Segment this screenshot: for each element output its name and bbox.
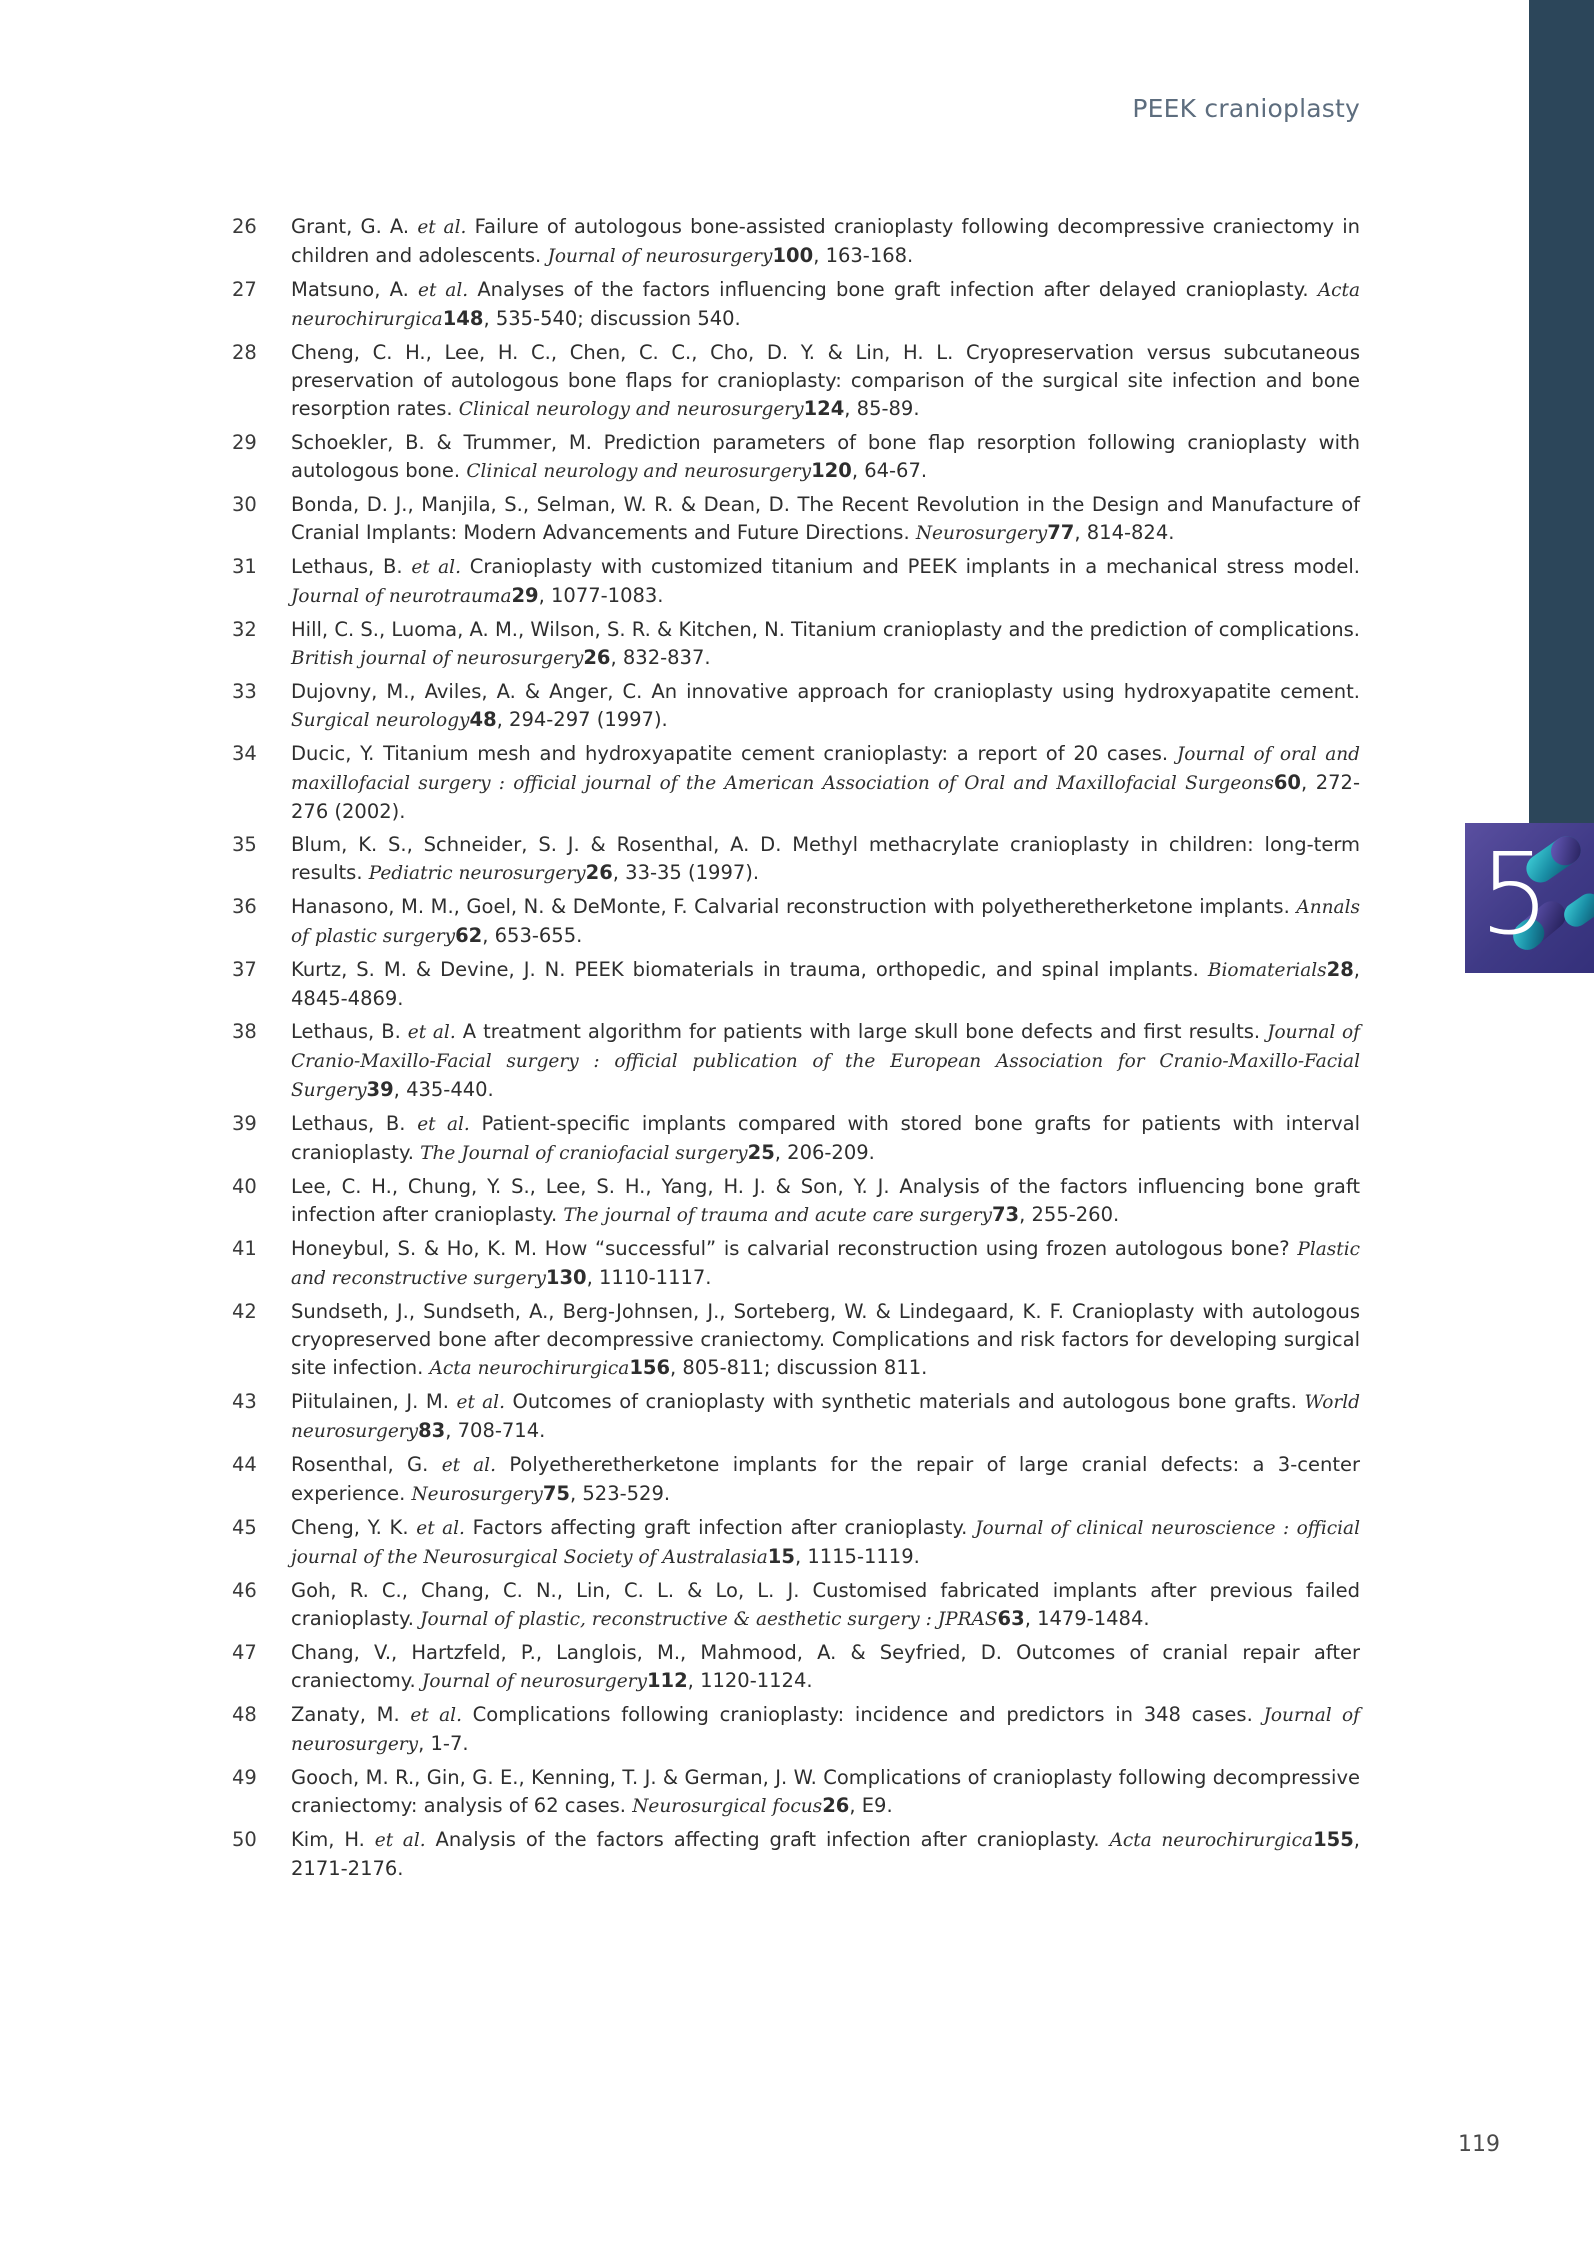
reference-text <box>291 213 1360 271</box>
reference-title: Hill, C. S., Luoma, A. M., Wilson, S. R. & Kitchen, N. Titanium cranioplasty and the prediction of complications. <box>291 618 1360 641</box>
reference-item <box>232 213 1360 271</box>
reference-text <box>291 1173 1360 1230</box>
reference-pages: , 435-440. <box>393 1078 494 1101</box>
reference-volume: 63 <box>997 1607 1025 1630</box>
reference-number: 43 <box>232 1390 257 1413</box>
reference-title: Polyetheretherketone implants for the repair of large cranial defects: a 3-center experience. <box>291 1453 1360 1505</box>
reference-number: 41 <box>232 1237 257 1260</box>
reference-text <box>291 339 1360 424</box>
reference-authors: Matsuno, A. <box>291 278 419 301</box>
reference-title: Honeybul, S. & Ho, K. M. How “successful” is calvarial reconstruction using frozen autologous bone? <box>291 1237 1298 1260</box>
reference-title: Sundseth, J., Sundseth, A., Berg-Johnsen, J., Sorteberg, W. & Lindegaard, K. F. Cranioplasty with autologous cryopreserved bone after decompressive craniectomy. Complications and risk factors for developing surgical site infection. <box>291 1300 1360 1379</box>
reference-journal: Biomaterials <box>1207 960 1327 981</box>
reference-number: 34 <box>232 742 257 765</box>
reference-item <box>232 956 1360 1013</box>
reference-title: Blum, K. S., Schneider, S. J. & Rosenthal, A. D. Methyl methacrylate cranioplasty in children: long-term results. <box>291 833 1360 884</box>
reference-item <box>232 1701 1360 1759</box>
reference-volume: 26 <box>585 861 613 884</box>
reference-volume: 48 <box>469 708 497 731</box>
reference-item <box>232 893 1360 951</box>
reference-title: Dujovny, M., Aviles, A. & Anger, C. An innovative approach for cranioplasty using hydroxyapatite cement. <box>291 680 1360 703</box>
reference-item <box>232 491 1360 548</box>
reference-number: 31 <box>232 555 257 578</box>
reference-text <box>291 1388 1360 1446</box>
reference-item <box>232 1235 1360 1293</box>
reference-journal: Plastic and reconstructive surgery <box>291 1239 1360 1289</box>
chapter-number: 5 <box>1479 830 1551 960</box>
reference-etal: et al. <box>441 1455 496 1476</box>
reference-list <box>232 213 1360 1888</box>
reference-journal: Pediatric neurosurgery <box>368 863 586 884</box>
reference-item <box>232 1639 1360 1696</box>
reference-text <box>291 1701 1360 1759</box>
reference-authors: Lethaus, B. <box>291 1112 418 1135</box>
reference-pages: , 2171-2176. <box>291 1828 1360 1880</box>
reference-item <box>232 1018 1360 1105</box>
reference-text <box>291 276 1360 334</box>
reference-volume: 60 <box>1273 771 1301 794</box>
reference-title: Schoekler, B. & Trummer, M. Prediction parameters of bone flap resorption following cranioplasty with autologous bone. <box>291 431 1360 482</box>
reference-item <box>232 1514 1360 1572</box>
reference-pages: , 832-837. <box>610 646 711 669</box>
chapter-side-bar <box>1529 0 1594 823</box>
reference-text <box>291 1826 1360 1883</box>
reference-pages: , 272-276 (2002). <box>291 771 1360 823</box>
reference-number: 45 <box>232 1516 257 1539</box>
reference-journal: Journal of neurosurgery <box>291 1705 1361 1755</box>
reference-title: Bonda, D. J., Manjila, S., Selman, W. R. & Dean, D. The Recent Revolution in the Design and Manufacture of Cranial Implants: Modern Advancements and Future Directions. <box>291 493 1360 544</box>
reference-etal: et al. <box>416 1518 465 1539</box>
reference-text <box>291 429 1360 486</box>
reference-number: 46 <box>232 1579 257 1602</box>
reference-journal: Acta neurochirurgica <box>429 1358 630 1379</box>
reference-text <box>291 616 1360 673</box>
reference-journal: Journal of plastic, reconstructive & aesthetic surgery : JPRAS <box>420 1609 998 1630</box>
reference-volume: 148 <box>442 307 484 330</box>
reference-etal: et al. <box>456 1392 505 1413</box>
reference-journal: Neurosurgery <box>411 1484 543 1505</box>
reference-etal: et al. <box>410 1705 462 1726</box>
reference-number: 27 <box>232 278 257 301</box>
reference-pages: , 206-209. <box>774 1141 875 1164</box>
reference-title: Goh, R. C., Chang, C. N., Lin, C. L. & Lo, L. J. Customised fabricated implants after previous failed cranioplasty. <box>291 1579 1360 1630</box>
reference-item <box>232 740 1360 826</box>
reference-text <box>291 893 1360 951</box>
reference-etal: et al. <box>418 280 469 301</box>
reference-item <box>232 1388 1360 1446</box>
reference-authors: Kim, H. <box>291 1828 375 1851</box>
reference-journal: The Journal of craniofacial surgery <box>420 1143 748 1164</box>
reference-pages: , 535-540; discussion 540. <box>483 307 741 330</box>
reference-journal: Annals of plastic surgery <box>291 897 1360 947</box>
reference-pages: , 814-824. <box>1074 521 1175 544</box>
reference-journal: Neurosurgery <box>915 523 1048 544</box>
reference-text <box>291 1298 1360 1383</box>
reference-number: 30 <box>232 493 257 516</box>
reference-authors: Zanaty, M. <box>291 1703 411 1726</box>
reference-pages: , 1479-1484. <box>1024 1607 1150 1630</box>
reference-pages: , 523-529. <box>570 1482 671 1505</box>
reference-title: Ducic, Y. Titanium mesh and hydroxyapatite cement cranioplasty: a report of 20 cases. <box>291 742 1177 765</box>
reference-volume: 124 <box>803 397 845 420</box>
reference-text <box>291 553 1360 611</box>
reference-number: 48 <box>232 1703 257 1726</box>
reference-journal: Journal of neurosurgery <box>547 246 773 267</box>
reference-volume: 75 <box>542 1482 570 1505</box>
reference-journal: World neurosurgery <box>291 1392 1361 1442</box>
reference-number: 26 <box>232 215 257 238</box>
reference-title: Factors affecting graft infection after cranioplasty. <box>464 1516 976 1539</box>
reference-volume: 15 <box>767 1545 795 1568</box>
reference-number: 50 <box>232 1828 257 1851</box>
reference-number: 36 <box>232 895 257 918</box>
reference-journal: Journal of neurosurgery <box>421 1671 647 1692</box>
reference-title: A treatment algorithm for patients with large skull bone defects and first results. <box>455 1020 1268 1043</box>
reference-text <box>291 1018 1360 1105</box>
reference-authors: Lethaus, B. <box>291 555 412 578</box>
reference-pages: , E9. <box>849 1794 893 1817</box>
reference-item <box>232 339 1360 424</box>
reference-pages: , 1077-1083. <box>538 584 664 607</box>
reference-volume: 29 <box>511 584 539 607</box>
reference-etal: et al. <box>374 1830 426 1851</box>
reference-item <box>232 831 1360 888</box>
reference-volume: 156 <box>629 1356 671 1379</box>
reference-volume: 112 <box>646 1669 688 1692</box>
reference-text <box>291 1235 1360 1293</box>
reference-number: 29 <box>232 431 257 454</box>
reference-item <box>232 276 1360 334</box>
reference-text <box>291 1110 1360 1168</box>
reference-number: 32 <box>232 618 257 641</box>
reference-pages: , 33-35 (1997). <box>612 861 760 884</box>
reference-volume: 39 <box>366 1078 394 1101</box>
reference-pages: , 4845-4869. <box>291 958 1360 1010</box>
chapter-tab <box>1465 823 1594 973</box>
reference-text <box>291 491 1360 548</box>
reference-journal: British journal of neurosurgery <box>291 648 584 669</box>
reference-title: Kurtz, S. M. & Devine, J. N. PEEK biomaterials in trauma, orthopedic, and spinal implants. <box>291 958 1208 981</box>
reference-pages: , 805-811; discussion 811. <box>670 1356 928 1379</box>
reference-pages: , 1110-1117. <box>586 1266 712 1289</box>
reference-title: Gooch, M. R., Gin, G. E., Kenning, T. J. & German, J. W. Complications of cranioplasty following decompressive craniectomy: analysis of 62 cases. <box>291 1766 1360 1817</box>
reference-volume: 25 <box>747 1141 775 1164</box>
reference-number: 35 <box>232 833 257 856</box>
reference-title: Lee, C. H., Chung, Y. S., Lee, S. H., Yang, H. J. & Son, Y. J. Analysis of the factors influencing bone graft infection after cranioplasty. <box>291 1175 1360 1226</box>
reference-number: 47 <box>232 1641 257 1664</box>
reference-text <box>291 1451 1360 1509</box>
reference-journal: Acta neurochirurgica <box>291 280 1360 330</box>
reference-text <box>291 1764 1360 1821</box>
reference-item <box>232 1110 1360 1168</box>
reference-text <box>291 1577 1360 1634</box>
reference-volume: 155 <box>1313 1828 1354 1851</box>
reference-pages: , 294-297 (1997). <box>496 708 668 731</box>
reference-title: Chang, V., Hartzfeld, P., Langlois, M., Mahmood, A. & Seyfried, D. Outcomes of cranial repair after craniectomy. <box>291 1641 1360 1692</box>
reference-journal: Journal of clinical neuroscience : official journal of the Neurosurgical Society of Australasia <box>291 1518 1361 1568</box>
reference-authors: Cheng, Y. K. <box>291 1516 417 1539</box>
reference-text <box>291 678 1360 735</box>
reference-item <box>232 1451 1360 1509</box>
reference-journal: Acta neurochirurgica <box>1109 1830 1314 1851</box>
reference-volume: 26 <box>583 646 611 669</box>
reference-item <box>232 553 1360 611</box>
running-head: PEEK cranioplasty <box>1132 94 1360 123</box>
reference-volume: 28 <box>1326 958 1354 981</box>
reference-journal: Journal of oral and maxillofacial surgery : official journal of the American Association of Oral and Maxillofacial Surgeons <box>291 744 1360 794</box>
reference-text <box>291 956 1360 1013</box>
reference-journal: Surgical neurology <box>291 710 470 731</box>
reference-authors: Grant, G. A. <box>291 215 418 238</box>
reference-journal: Journal of neurotrauma <box>291 586 512 607</box>
reference-etal: et al. <box>417 217 467 238</box>
reference-authors: Lethaus, B. <box>291 1020 408 1043</box>
reference-volume: 77 <box>1047 521 1075 544</box>
reference-text <box>291 1514 1360 1572</box>
reference-authors: Rosenthal, G. <box>291 1453 442 1476</box>
reference-title: Cheng, C. H., Lee, H. C., Chen, C. C., Cho, D. Y. & Lin, H. L. Cryopreservation versus subcutaneous preservation of autologous bone flaps for cranioplasty: comparison of the surgical site infection and bone resorption rates. <box>291 341 1360 420</box>
page-number: 119 <box>1458 2132 1500 2157</box>
reference-volume: 120 <box>811 459 852 482</box>
reference-journal: The journal of trauma and acute care surgery <box>563 1205 992 1226</box>
reference-item <box>232 678 1360 735</box>
reference-text <box>291 740 1360 826</box>
reference-title: Analysis of the factors affecting graft infection after cranioplasty. <box>425 1828 1110 1851</box>
reference-volume: 73 <box>991 1203 1020 1226</box>
reference-title: Cranioplasty with customized titanium and PEEK implants in a mechanical stress model. <box>460 555 1361 578</box>
reference-pages: , 1120-1124. <box>687 1669 813 1692</box>
reference-etal: et al. <box>417 1114 470 1135</box>
reference-etal: et al. <box>407 1022 456 1043</box>
reference-item <box>232 1173 1360 1230</box>
reference-number: 37 <box>232 958 257 981</box>
reference-number: 44 <box>232 1453 257 1476</box>
reference-number: 42 <box>232 1300 257 1323</box>
reference-pages: , 653-655. <box>482 924 583 947</box>
reference-title: Complications following cranioplasty: incidence and predictors in 348 cases. <box>461 1703 1264 1726</box>
reference-title: Patient-specific implants compared with stored bone grafts for patients with interval cranioplasty. <box>291 1112 1361 1164</box>
reference-text <box>291 1639 1360 1696</box>
reference-item <box>232 1577 1360 1634</box>
reference-item <box>232 616 1360 673</box>
reference-number: 38 <box>232 1020 257 1043</box>
reference-volume: 26 <box>822 1794 850 1817</box>
reference-item <box>232 429 1360 486</box>
reference-volume: 83 <box>418 1419 446 1442</box>
reference-item <box>232 1826 1360 1883</box>
reference-item <box>232 1298 1360 1383</box>
reference-number: 39 <box>232 1112 257 1135</box>
reference-title: Outcomes of cranioplasty with synthetic materials and autologous bone grafts. <box>504 1390 1305 1413</box>
reference-number: 33 <box>232 680 257 703</box>
reference-pages: , 1115-1119. <box>794 1545 920 1568</box>
reference-number: 49 <box>232 1766 257 1789</box>
reference-etal: et al. <box>411 557 461 578</box>
reference-volume: 130 <box>545 1266 587 1289</box>
reference-pages: , 64-67. <box>851 459 928 482</box>
reference-pages: , 85-89. <box>844 397 920 420</box>
reference-pages: , 708-714. <box>445 1419 546 1442</box>
reference-item <box>232 1764 1360 1821</box>
reference-volume: 62 <box>455 924 483 947</box>
reference-text <box>291 831 1360 888</box>
reference-journal: Clinical neurology and neurosurgery <box>458 399 804 420</box>
reference-volume: 100 <box>772 244 814 267</box>
reference-journal: Neurosurgical focus <box>632 1796 823 1817</box>
reference-title: Hanasono, M. M., Goel, N. & DeMonte, F. Calvarial reconstruction with polyetheretherketone implants. <box>291 895 1297 918</box>
reference-title: Failure of autologous bone-assisted cranioplasty following decompressive craniectomy in children and adolescents. <box>291 215 1361 267</box>
reference-authors: Piitulainen, J. M. <box>291 1390 457 1413</box>
reference-title: Analyses of the factors influencing bone graft infection after delayed cranioplasty. <box>468 278 1318 301</box>
reference-number: 28 <box>232 341 257 364</box>
reference-journal: Clinical neurology and neurosurgery <box>466 461 812 482</box>
reference-journal: Journal of Cranio-Maxillo-Facial surgery : official publication of the European Association for Cranio-Maxillo-Facial Surgery <box>291 1022 1360 1101</box>
reference-pages: , 163-168. <box>813 244 914 267</box>
reference-pages: , 1-7. <box>418 1732 469 1755</box>
reference-number: 40 <box>232 1175 257 1198</box>
reference-pages: , 255-260. <box>1019 1203 1120 1226</box>
